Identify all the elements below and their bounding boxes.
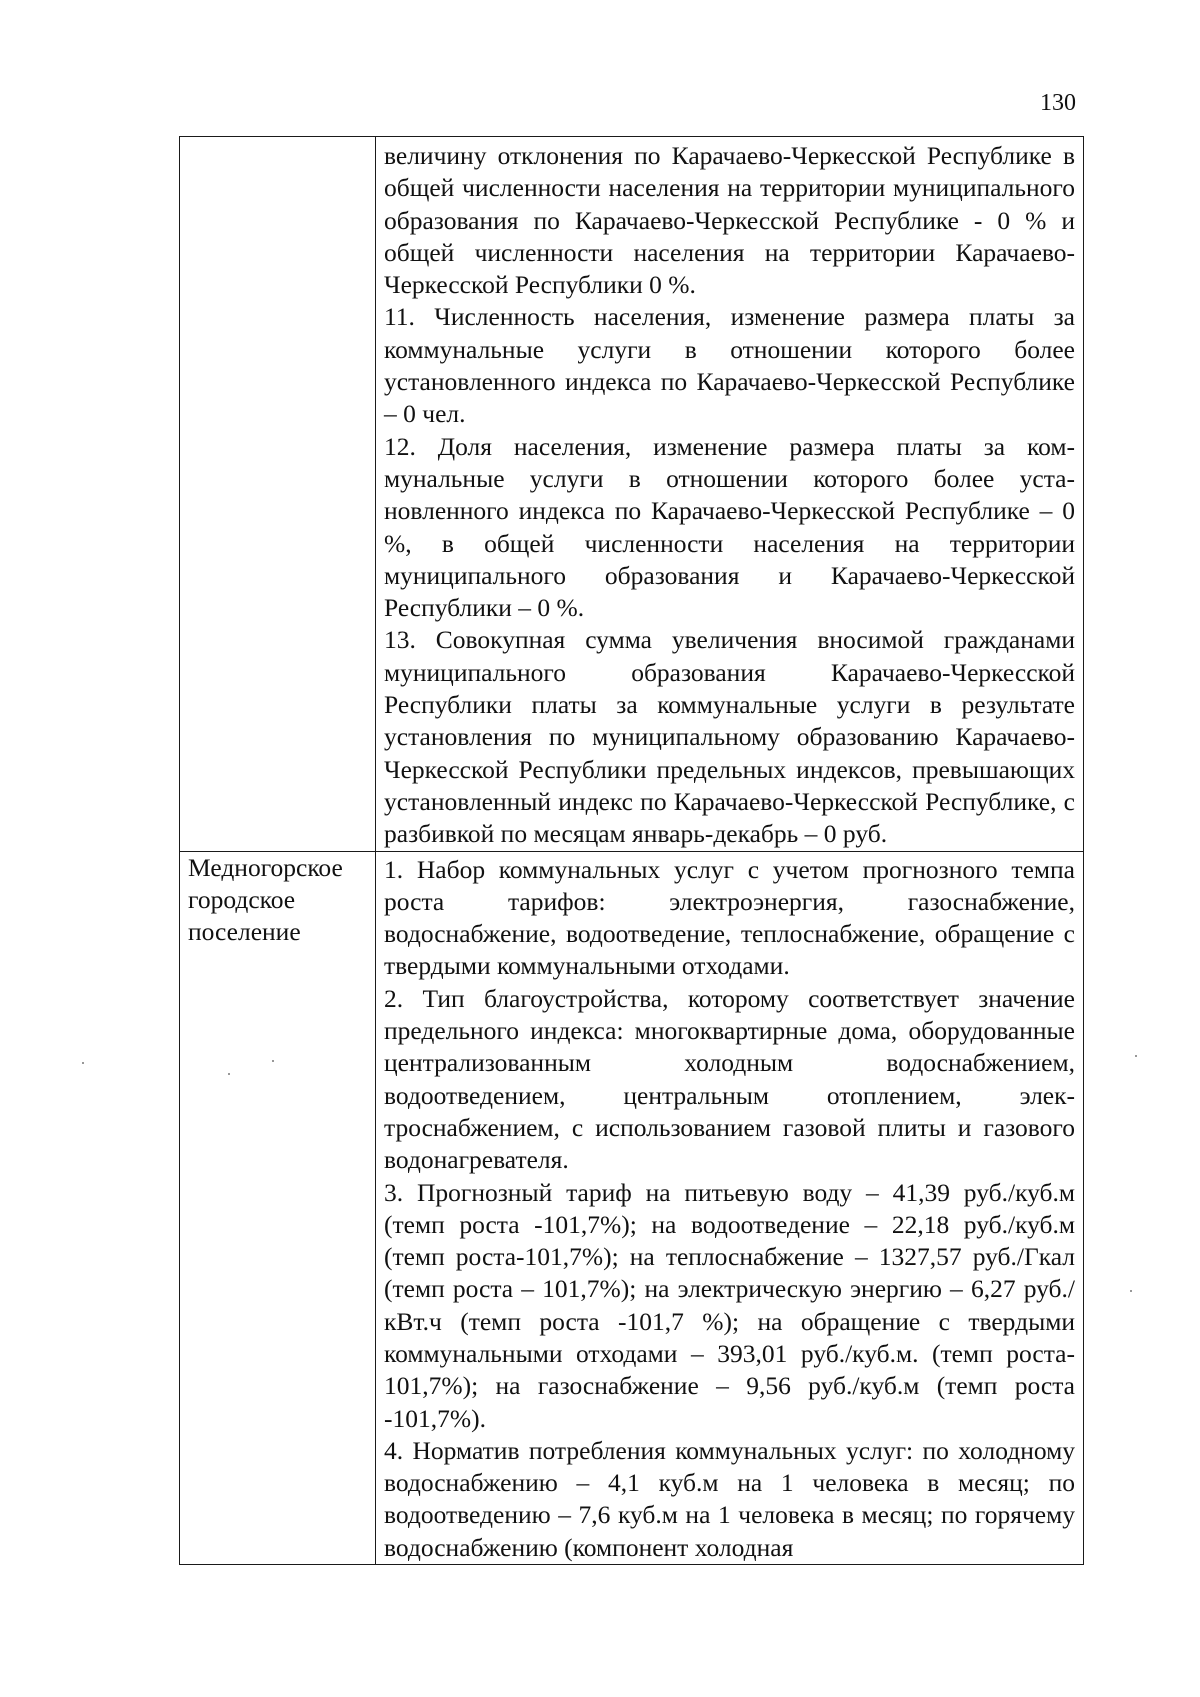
scan-speck [1130, 1290, 1132, 1292]
paragraph: 3. Прогнозный тариф на питьевую воду – 41,39 руб./куб.м (темп роста -101,7%); на водоотведение – 22,18 руб./куб.м (темп роста-101,7%); на теплоснабжение – 1327,57 руб./Гкал (темп роста – 101,7%); на электрическую энергию – 6,27 руб./кВт.ч (темп роста -101,7 %); на обращение с твердыми коммунальными отходами – 393,01 руб./куб.м. (темп роста- 101,7%); на газоснабжение – 9,56 руб./куб.м (темп роста -101,7%). [384, 1177, 1075, 1433]
paragraph: 13. Совокупная сумма увеличения вносимой гражданами муниципального образования Карачаево-Черкесской Республики платы за коммунальные услуги в результате установления по муниципальному образованию Карачаево-Черкесской Республики предельных индексов, превышающих установленный индекс по Карачаево-Черкесской Республике, с разбивкой по месяцам январь-декабрь – 0 руб. [384, 625, 1075, 849]
indicator-cell [376, 137, 1084, 852]
scan-speck [82, 1062, 84, 1064]
paragraph: 1. Набор коммунальных услуг с учетом прогнозного темпа роста тарифов: электроэнергия, газоснабжение, водоснабжение, водоотведение, теплоснабжение, обращение с твердыми коммунальными отходами. [384, 854, 1075, 981]
paragraph: 2. Тип благоустройства, которому соответствует значение предельного индекса: многоквартирные дома, оборудованные централизованным холодным водоснабжением, водоотведением, центральным отоплением, электроснабжением, с использованием газовой плиты и газового водонагревателя. [384, 983, 1075, 1175]
scan-speck [1135, 1055, 1137, 1057]
municipality-cell [180, 137, 376, 852]
municipality-name-line: городское [188, 884, 296, 914]
municipality-name-line: Медногорское [188, 852, 343, 882]
scan-speck [228, 1073, 230, 1075]
scan-speck [272, 1060, 274, 1062]
table-row [180, 851, 1084, 1565]
paragraph: величину отклонения по Карачаево-Черкесской Республике в общей численности населения на территории муниципального образования по Карачаево-Черкесской Республике - 0 % и общей численности населения на территории Карачаево-Черкесской Республики 0 %. [384, 141, 1075, 300]
paragraph: 12. Доля населения, изменение размера платы за коммунальные услуги в отношении которого более установленного индекса по Карачаево-Черкесской Республике – 0 %, в общей численности населения на территории муниципального образования и Карачаево-Черкесской Республики – 0 %. [384, 431, 1075, 623]
table-row [180, 137, 1084, 852]
paragraph: 11. Численность населения, изменение размера платы за коммунальные услуги в отношении которого более установленного индекса по Карачаево-Черкесской Республике – 0 чел. [384, 302, 1075, 429]
municipality-name-line: поселение [188, 917, 301, 947]
indicator-cell [376, 851, 1084, 1565]
paragraph: 4. Норматив потребления коммунальных услуг: по холодному водоснабжению – 4,1 куб.м на 1 человека в месяц; по водоотведению – 7,6 куб.м на 1 человека в месяц; по горячему водоснабжению (компонент холодная [384, 1435, 1075, 1562]
municipality-cell [180, 851, 376, 1565]
page-number: 130 [1040, 90, 1076, 116]
indices-table [179, 136, 1084, 1565]
